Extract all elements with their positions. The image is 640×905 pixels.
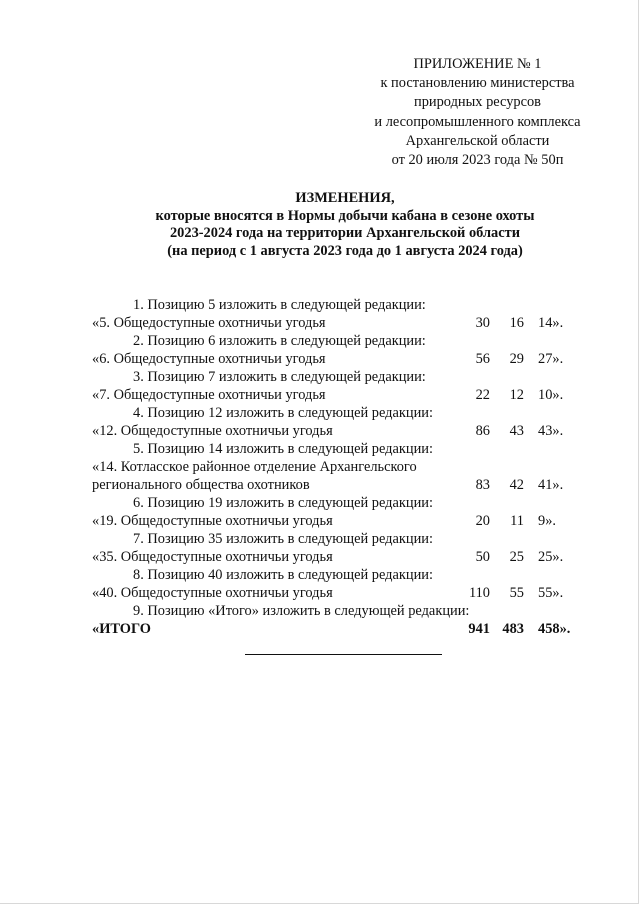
title-main: ИЗМЕНЕНИЯ, <box>295 190 395 206</box>
change-row <box>92 314 592 332</box>
row-value-3: 55». <box>538 585 564 601</box>
title-line: 2023-2024 года на территории Архангельской области <box>169 225 520 241</box>
row-value-2: 29 <box>509 351 524 367</box>
row-label: «40. Общедоступные охотничьи угодья <box>92 585 333 601</box>
row-label: «6. Общедоступные охотничьи угодья <box>92 351 326 367</box>
appendix-line: и лесопромышленного комплекса <box>374 113 581 130</box>
row-label: «14. Котласское районное отделение Архангельского регионального общества охотников <box>92 459 417 493</box>
row-value-1: 30 <box>475 315 490 331</box>
change-instruction: 2. Позицию 6 изложить в следующей редакции: <box>133 333 426 349</box>
row-value-1: 22 <box>475 387 490 403</box>
row-label: «ИТОГО <box>92 621 151 637</box>
change-row <box>92 422 592 440</box>
closing-separator-line <box>245 654 442 655</box>
change-instruction: 4. Позицию 12 изложить в следующей редакции: <box>133 405 433 421</box>
row-value-2: 43 <box>509 423 524 439</box>
row-value-2: 42 <box>509 477 524 493</box>
title-line: (на период с 1 августа 2023 года до 1 августа 2024 года) <box>167 242 523 259</box>
row-value-1: 83 <box>475 477 490 493</box>
change-instruction: 6. Позицию 19 изложить в следующей редакции: <box>133 495 433 511</box>
change-instruction: 9. Позицию «Итого» изложить в следующей редакции: <box>133 603 470 619</box>
row-value-3: 458». <box>538 621 571 637</box>
change-instruction: 1. Позицию 5 изложить в следующей редакции: <box>133 297 426 313</box>
change-row <box>92 458 592 494</box>
change-row <box>92 584 592 602</box>
row-value-3: 9». <box>538 513 556 529</box>
row-value-2: 12 <box>509 387 524 403</box>
appendix-line: ПРИЛОЖЕНИЕ № 1 <box>413 56 542 72</box>
row-value-1: 86 <box>475 423 490 439</box>
row-value-3: 41». <box>538 477 564 493</box>
row-value-3: 14». <box>538 315 564 331</box>
row-value-2: 16 <box>509 315 524 331</box>
row-value-1: 50 <box>475 549 490 565</box>
row-value-3: 25». <box>538 549 564 565</box>
row-label: «35. Общедоступные охотничьи угодья <box>92 549 333 565</box>
row-value-3: 27». <box>538 351 564 367</box>
row-value-2: 25 <box>509 549 524 565</box>
row-value-2: 55 <box>509 585 524 601</box>
row-value-3: 43». <box>538 423 564 439</box>
row-label: «7. Общедоступные охотничьи угодья <box>92 387 326 403</box>
changes-list <box>92 296 592 638</box>
appendix-line: природных ресурсов <box>414 94 541 111</box>
row-value-2: 11 <box>510 513 524 529</box>
change-instruction: 8. Позицию 40 изложить в следующей редакции: <box>133 567 433 583</box>
appendix-header <box>340 55 615 170</box>
row-value-1: 110 <box>468 585 490 601</box>
document-title <box>60 190 630 260</box>
change-row <box>92 386 592 404</box>
total-row <box>92 620 592 638</box>
change-instruction: 3. Позицию 7 изложить в следующей редакции: <box>133 369 426 385</box>
title-line: которые вносятся в Нормы добычи кабана в сезоне охоты <box>155 207 535 224</box>
row-value-1: 56 <box>475 351 490 367</box>
change-row <box>92 548 592 566</box>
change-row <box>92 512 592 530</box>
appendix-line: к постановлению министерства <box>380 75 575 92</box>
change-instruction: 7. Позицию 35 изложить в следующей редакции: <box>133 531 433 547</box>
change-instruction: 5. Позицию 14 изложить в следующей редакции: <box>133 441 433 457</box>
change-row <box>92 350 592 368</box>
row-value-3: 10». <box>538 387 564 403</box>
row-label: «12. Общедоступные охотничьи угодья <box>92 423 333 439</box>
row-value-1: 941 <box>468 621 490 637</box>
row-label: «19. Общедоступные охотничьи угодья <box>92 513 333 529</box>
row-value-2: 483 <box>502 621 524 637</box>
row-label: «5. Общедоступные охотничьи угодья <box>92 315 326 331</box>
row-value-1: 20 <box>475 513 490 529</box>
appendix-line: Архангельской области <box>405 132 550 149</box>
appendix-line: от 20 июля 2023 года № 50п <box>391 152 564 169</box>
